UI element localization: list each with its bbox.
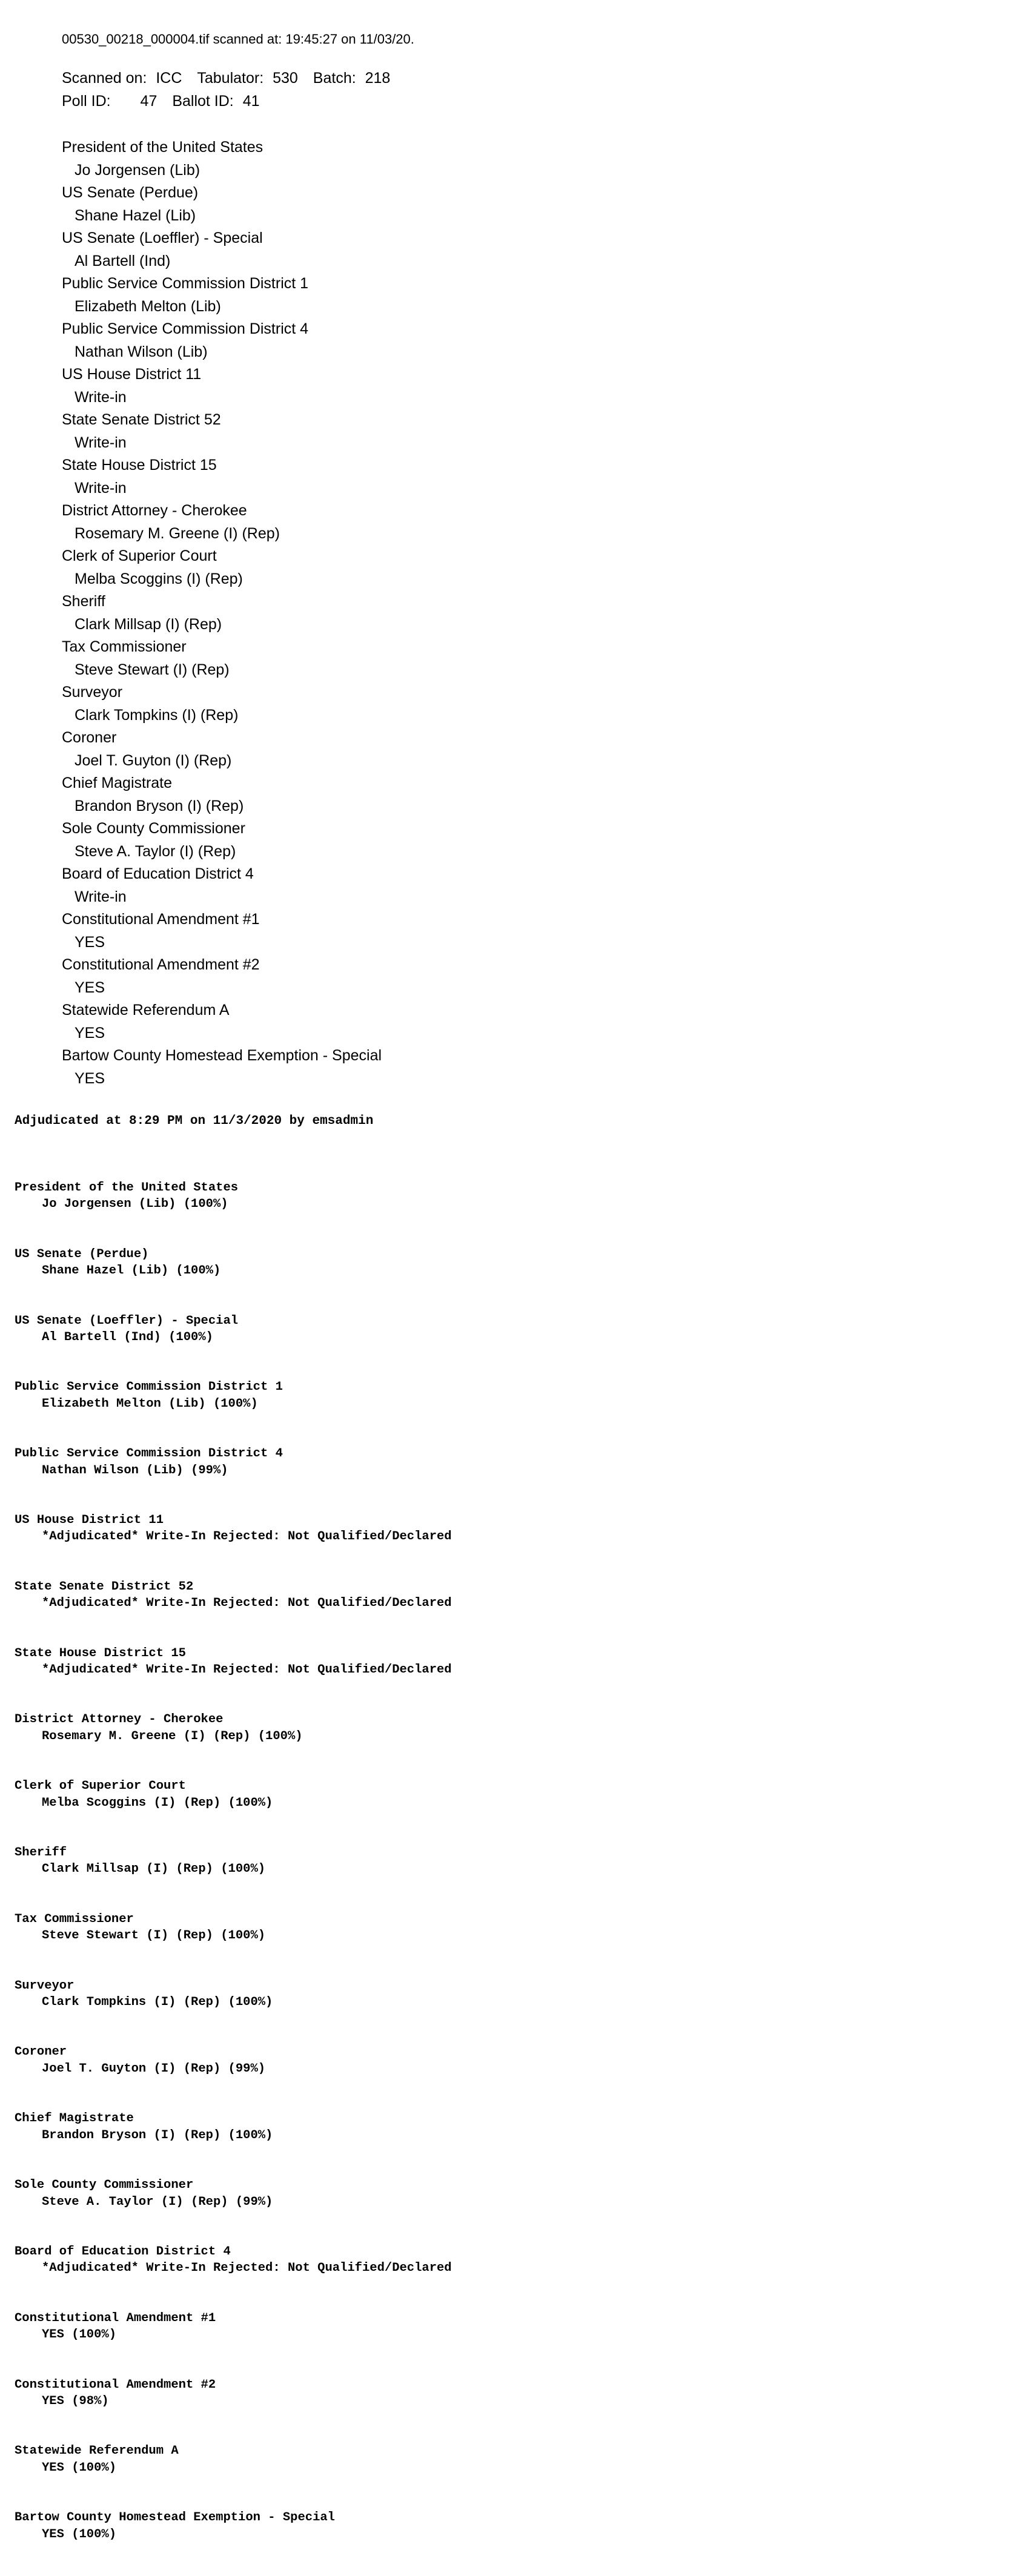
contest-title: Coroner xyxy=(62,729,117,746)
adjudication-choice: *Adjudicated* Write-In Rejected: Not Qualified/Declared xyxy=(42,1530,452,1544)
adjudication-choice: Clark Millsap (I) (Rep) (100%) xyxy=(42,1862,266,1877)
contest-title: State House District 15 xyxy=(62,457,217,474)
contest-title: Bartow County Homestead Exemption - Special xyxy=(62,1047,382,1064)
contest-title: President of the United States xyxy=(62,139,263,156)
contest-choice: Write-in xyxy=(75,434,127,451)
adjudication-contest-title: Sheriff xyxy=(15,1846,67,1860)
contest-choice: Jo Jorgensen (Lib) xyxy=(75,161,201,179)
adjudication-contest-title: Bartow County Homestead Exemption - Special xyxy=(15,2511,335,2525)
adjudication-contest-title: US Senate (Perdue) xyxy=(15,1247,149,1261)
contest-title: Chief Magistrate xyxy=(62,774,173,791)
adjudication-header: Adjudicated at 8:29 PM on 11/3/2020 by emsadmin xyxy=(15,1114,374,1128)
tabulator-value: 530 xyxy=(273,70,298,87)
list-item xyxy=(62,545,382,590)
scan-meta-row-1 xyxy=(62,67,390,90)
contest-choice: Elizabeth Melton (Lib) xyxy=(75,297,221,315)
contest-choice: Write-in xyxy=(75,888,127,905)
adjudication-contest-title: State House District 15 xyxy=(15,1646,186,1660)
adjudication-choice: Brandon Bryson (I) (Rep) (100%) xyxy=(42,2128,273,2142)
adjudication-contest-title: US House District 11 xyxy=(15,1513,164,1527)
contest-choice: Shane Hazel (Lib) xyxy=(75,206,196,224)
list-item xyxy=(62,681,382,727)
contest-choice: Clark Millsap (I) (Rep) xyxy=(75,615,222,633)
adjudication-contest-title: Chief Magistrate xyxy=(15,2112,134,2126)
contest-title: Surveyor xyxy=(62,684,123,701)
list-item xyxy=(15,1844,452,1878)
contest-choice: YES xyxy=(75,1069,105,1087)
list-item xyxy=(62,863,382,908)
list-item xyxy=(15,2044,452,2077)
contest-list xyxy=(62,136,382,1090)
list-item xyxy=(62,636,382,681)
adjudication-contest-title: President of the United States xyxy=(15,1180,239,1195)
list-item xyxy=(15,1911,452,1944)
list-item xyxy=(15,2177,452,2210)
ballot-id-value: 41 xyxy=(242,93,260,110)
adjudication-contest-title: District Attorney - Cherokee xyxy=(15,1712,224,1727)
list-item xyxy=(15,1512,452,1545)
contest-title: Public Service Commission District 1 xyxy=(62,275,309,292)
adjudication-contest-title: Constitutional Amendment #2 xyxy=(15,2377,216,2392)
contest-choice: Clark Tompkins (I) (Rep) xyxy=(75,706,239,724)
adjudication-choice: *Adjudicated* Write-In Rejected: Not Qualified/Declared xyxy=(42,1596,452,1611)
list-item xyxy=(15,1313,452,1346)
contest-title: US Senate (Perdue) xyxy=(62,184,199,201)
contest-title: Sole County Commissioner xyxy=(62,820,245,837)
list-item xyxy=(62,1045,382,1090)
contest-title: Constitutional Amendment #2 xyxy=(62,956,260,973)
adjudication-choice: *Adjudicated* Write-In Rejected: Not Qualified/Declared xyxy=(42,1663,452,1677)
contest-choice: Joel T. Guyton (I) (Rep) xyxy=(75,751,232,769)
contest-choice: YES xyxy=(75,933,105,951)
list-item xyxy=(62,772,382,817)
list-item xyxy=(15,2310,452,2343)
list-item xyxy=(62,136,382,182)
contest-choice: Nathan Wilson (Lib) xyxy=(75,343,208,360)
list-item xyxy=(15,1978,452,2011)
contest-title: Public Service Commission District 4 xyxy=(62,320,309,337)
adjudication-choice: *Adjudicated* Write-In Rejected: Not Qualified/Declared xyxy=(42,2261,452,2276)
scan-metadata xyxy=(62,67,390,113)
contest-title: US House District 11 xyxy=(62,366,202,383)
contest-title: Clerk of Superior Court xyxy=(62,547,217,564)
scan-file-header: 00530_00218_000004.tif scanned at: 19:45:27 on 11/03/20. xyxy=(62,31,414,47)
contest-choice: Steve A. Taylor (I) (Rep) xyxy=(75,842,236,860)
list-item xyxy=(62,817,382,863)
contest-title: State Senate District 52 xyxy=(62,411,221,428)
adjudication-choice: Nathan Wilson (Lib) (99%) xyxy=(42,1463,228,1478)
list-item xyxy=(62,272,382,318)
adjudication-choice: YES (100%) xyxy=(42,2328,117,2342)
list-item xyxy=(62,454,382,500)
batch-value: 218 xyxy=(365,70,391,87)
list-item xyxy=(62,182,382,227)
scanned-on-label: Scanned on: xyxy=(62,70,147,87)
adjudication-choice: YES (98%) xyxy=(42,2394,109,2408)
contest-choice: Brandon Bryson (I) (Rep) xyxy=(75,797,244,814)
ballot-id-label: Ballot ID: xyxy=(172,93,234,110)
adjudication-contest-title: Constitutional Amendment #1 xyxy=(15,2311,216,2325)
adjudication-contest-title: Surveyor xyxy=(15,1978,75,1993)
adjudication-choice: Steve Stewart (I) (Rep) (100%) xyxy=(42,1929,266,1943)
poll-id-value: 47 xyxy=(140,93,157,110)
adjudication-choice: Clark Tompkins (I) (Rep) (100%) xyxy=(42,1995,273,2010)
adjudication-list xyxy=(15,1146,452,2576)
adjudication-choice: YES (100%) xyxy=(42,2460,117,2475)
adjudication-choice: Jo Jorgensen (Lib) (100%) xyxy=(42,1197,228,1212)
adjudication-choice: YES (100%) xyxy=(42,2527,117,2541)
list-item xyxy=(62,500,382,545)
list-item xyxy=(15,2509,452,2543)
contest-choice: Steve Stewart (I) (Rep) xyxy=(75,661,230,678)
list-item xyxy=(62,409,382,454)
list-item xyxy=(15,1246,452,1280)
adjudication-contest-title: Public Service Commission District 4 xyxy=(15,1447,283,1461)
adjudication-contest-title: Tax Commissioner xyxy=(15,1912,134,1926)
list-item xyxy=(15,1645,452,1679)
adjudication-choice: Melba Scoggins (I) (Rep) (100%) xyxy=(42,1795,273,1810)
contest-choice: Write-in xyxy=(75,479,127,497)
list-item xyxy=(15,2110,452,2144)
adjudication-contest-title: US Senate (Loeffler) - Special xyxy=(15,1313,239,1328)
adjudication-choice: Shane Hazel (Lib) (100%) xyxy=(42,1264,221,1278)
adjudication-choice: Joel T. Guyton (I) (Rep) (99%) xyxy=(42,2061,266,2076)
list-item xyxy=(15,2377,452,2410)
contest-choice: Write-in xyxy=(75,388,127,406)
list-item xyxy=(15,1778,452,1811)
adjudication-contest-title: Clerk of Superior Court xyxy=(15,1779,186,1794)
contest-title: District Attorney - Cherokee xyxy=(62,502,247,519)
adjudication-choice: Steve A. Taylor (I) (Rep) (99%) xyxy=(42,2195,273,2209)
contest-choice: Melba Scoggins (I) (Rep) xyxy=(75,570,243,587)
adjudication-contest-title: Coroner xyxy=(15,2045,67,2059)
list-item xyxy=(15,1711,452,1745)
scan-meta-row-2 xyxy=(62,90,390,113)
list-item xyxy=(15,2443,452,2476)
adjudication-choice: Elizabeth Melton (Lib) (100%) xyxy=(42,1396,258,1411)
contest-title: Constitutional Amendment #1 xyxy=(62,911,260,928)
contest-choice: YES xyxy=(75,1024,105,1042)
list-item xyxy=(15,1579,452,1612)
list-item xyxy=(62,318,382,363)
list-item xyxy=(15,2244,452,2277)
contest-title: Sheriff xyxy=(62,593,105,610)
adjudication-contest-title: Board of Education District 4 xyxy=(15,2244,231,2259)
list-item xyxy=(62,227,382,272)
list-item xyxy=(62,954,382,999)
contest-title: US Senate (Loeffler) - Special xyxy=(62,230,263,246)
list-item xyxy=(15,1445,452,1479)
contest-title: Board of Education District 4 xyxy=(62,865,254,882)
adjudication-choice: Rosemary M. Greene (I) (Rep) (100%) xyxy=(42,1729,303,1743)
list-item xyxy=(62,727,382,772)
list-item xyxy=(62,908,382,954)
contest-title: Statewide Referendum A xyxy=(62,1002,230,1019)
adjudication-contest-title: Public Service Commission District 1 xyxy=(15,1380,283,1395)
batch-label: Batch: xyxy=(313,70,356,87)
poll-id-label: Poll ID: xyxy=(62,93,111,110)
contest-choice: Rosemary M. Greene (I) (Rep) xyxy=(75,524,280,542)
adjudication-contest-title: State Senate District 52 xyxy=(15,1579,194,1594)
adjudication-contest-title: Sole County Commissioner xyxy=(15,2178,194,2193)
list-item xyxy=(62,590,382,636)
list-item xyxy=(15,1180,452,1213)
adjudication-contest-title: Statewide Referendum A xyxy=(15,2444,179,2459)
tabulator-label: Tabulator: xyxy=(197,70,264,87)
list-item xyxy=(62,999,382,1045)
contest-choice: Al Bartell (Ind) xyxy=(75,252,171,269)
contest-title: Tax Commissioner xyxy=(62,638,187,655)
list-item xyxy=(15,1379,452,1412)
contest-choice: YES xyxy=(75,979,105,996)
scanned-on-value: ICC xyxy=(156,70,182,87)
list-item xyxy=(62,363,382,409)
adjudication-choice: Al Bartell (Ind) (100%) xyxy=(42,1330,213,1344)
